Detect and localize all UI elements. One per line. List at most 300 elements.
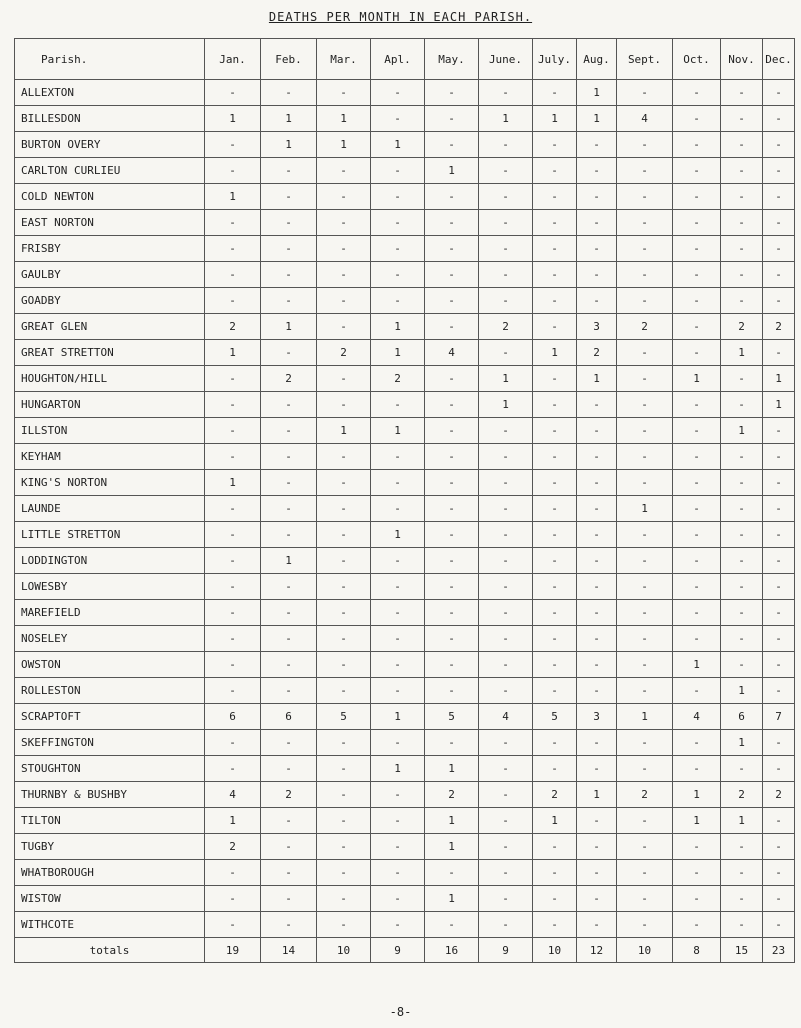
death-count-cell: - (577, 158, 617, 184)
death-count-cell: 1 (721, 808, 763, 834)
death-count-cell: - (673, 574, 721, 600)
parish-name: KING'S NORTON (15, 470, 205, 496)
death-count-cell: - (577, 132, 617, 158)
death-count-cell: - (317, 756, 371, 782)
death-count-cell: 1 (205, 106, 261, 132)
death-count-cell: 1 (261, 548, 317, 574)
death-count-cell: 2 (317, 340, 371, 366)
death-count-cell: - (317, 288, 371, 314)
death-count-cell: 1 (425, 886, 479, 912)
death-count-cell: - (617, 132, 673, 158)
death-count-cell: - (425, 210, 479, 236)
death-count-cell: - (533, 626, 577, 652)
total-count-cell: 9 (371, 938, 425, 963)
table-row (15, 860, 795, 886)
death-count-cell: 1 (371, 132, 425, 158)
page-number: -8- (389, 1005, 412, 1019)
death-count-cell: - (533, 730, 577, 756)
death-count-cell: - (479, 756, 533, 782)
death-count-cell: - (617, 470, 673, 496)
parish-name: TUGBY (15, 834, 205, 860)
parish-name: THURNBY & BUSHBY (15, 782, 205, 808)
death-count-cell: - (479, 600, 533, 626)
death-count-cell: - (763, 184, 795, 210)
death-count-cell: 1 (577, 366, 617, 392)
death-count-cell: - (261, 574, 317, 600)
death-count-cell: - (205, 444, 261, 470)
death-count-cell: - (577, 756, 617, 782)
death-count-cell: - (371, 626, 425, 652)
death-count-cell: - (673, 626, 721, 652)
parish-name: OWSTON (15, 652, 205, 678)
death-count-cell: - (617, 210, 673, 236)
death-count-cell: 1 (479, 106, 533, 132)
death-count-cell: - (721, 860, 763, 886)
death-count-cell: - (425, 184, 479, 210)
death-count-cell: - (205, 418, 261, 444)
table-row (15, 756, 795, 782)
death-count-cell: - (673, 470, 721, 496)
death-count-cell: - (577, 652, 617, 678)
death-count-cell: - (673, 730, 721, 756)
parish-name: GAULBY (15, 262, 205, 288)
death-count-cell: 1 (673, 652, 721, 678)
total-count-cell: 12 (577, 938, 617, 963)
death-count-cell: - (479, 834, 533, 860)
parish-name: SKEFFINGTON (15, 730, 205, 756)
death-count-cell: - (479, 418, 533, 444)
death-count-cell: - (721, 262, 763, 288)
table-row (15, 678, 795, 704)
death-count-cell: - (721, 184, 763, 210)
death-count-cell: 6 (261, 704, 317, 730)
death-count-cell: - (317, 808, 371, 834)
death-count-cell: - (721, 80, 763, 106)
death-count-cell: - (763, 418, 795, 444)
death-count-cell: - (673, 236, 721, 262)
death-count-cell: - (317, 886, 371, 912)
death-count-cell: - (533, 314, 577, 340)
death-count-cell: - (317, 262, 371, 288)
death-count-cell: 1 (479, 392, 533, 418)
death-count-cell: - (763, 860, 795, 886)
death-count-cell: - (371, 652, 425, 678)
death-count-cell: - (261, 652, 317, 678)
death-count-cell: - (261, 158, 317, 184)
death-count-cell: - (425, 418, 479, 444)
total-count-cell: 16 (425, 938, 479, 963)
death-count-cell: 2 (533, 782, 577, 808)
death-count-cell: - (763, 756, 795, 782)
parish-name: WITHCOTE (15, 912, 205, 938)
death-count-cell: - (577, 912, 617, 938)
death-count-cell: - (763, 132, 795, 158)
death-count-cell: - (763, 574, 795, 600)
death-count-cell: 5 (533, 704, 577, 730)
death-count-cell: - (673, 210, 721, 236)
death-count-cell: - (205, 80, 261, 106)
death-count-cell: - (533, 158, 577, 184)
death-count-cell: - (577, 626, 617, 652)
death-count-cell: - (533, 756, 577, 782)
death-count-cell: - (317, 158, 371, 184)
table-row (15, 574, 795, 600)
table-row (15, 262, 795, 288)
death-count-cell: 1 (721, 730, 763, 756)
death-count-cell: - (577, 522, 617, 548)
death-count-cell: - (721, 626, 763, 652)
table-row (15, 652, 795, 678)
death-count-cell: - (673, 834, 721, 860)
death-count-cell: - (425, 496, 479, 522)
death-count-cell: - (205, 600, 261, 626)
parish-name: FRISBY (15, 236, 205, 262)
death-count-cell: - (533, 470, 577, 496)
death-count-cell: - (617, 912, 673, 938)
death-count-cell: 4 (425, 340, 479, 366)
death-count-cell: - (205, 158, 261, 184)
death-count-cell: 1 (261, 132, 317, 158)
death-count-cell: - (205, 548, 261, 574)
death-count-cell: - (261, 678, 317, 704)
parish-name: GREAT GLEN (15, 314, 205, 340)
table-row (15, 210, 795, 236)
death-count-cell: - (617, 860, 673, 886)
death-count-cell: 1 (317, 418, 371, 444)
death-count-cell: 2 (763, 782, 795, 808)
death-count-cell: - (533, 652, 577, 678)
total-count-cell: 10 (617, 938, 673, 963)
totals-label: totals (15, 938, 205, 963)
death-count-cell: - (721, 652, 763, 678)
death-count-cell: - (617, 574, 673, 600)
death-count-cell: 1 (763, 366, 795, 392)
death-count-cell: - (205, 574, 261, 600)
death-count-cell: - (425, 626, 479, 652)
death-count-cell: 2 (425, 782, 479, 808)
death-count-cell: - (371, 106, 425, 132)
column-header-month: Sept. (617, 39, 673, 80)
death-count-cell: - (479, 860, 533, 886)
death-count-cell: 1 (317, 132, 371, 158)
death-count-cell: - (205, 756, 261, 782)
death-count-cell: - (479, 652, 533, 678)
parish-name: LAUNDE (15, 496, 205, 522)
death-count-cell: - (533, 678, 577, 704)
death-count-cell: - (617, 444, 673, 470)
death-count-cell: - (763, 522, 795, 548)
death-count-cell: - (673, 340, 721, 366)
table-row (15, 132, 795, 158)
death-count-cell: - (673, 886, 721, 912)
death-count-cell: - (425, 912, 479, 938)
death-count-cell: - (721, 496, 763, 522)
death-count-cell: - (317, 236, 371, 262)
death-count-cell: - (479, 132, 533, 158)
death-count-cell: - (673, 314, 721, 340)
death-count-cell: - (673, 756, 721, 782)
total-count-cell: 9 (479, 938, 533, 963)
death-count-cell: - (425, 262, 479, 288)
death-count-cell: - (261, 418, 317, 444)
death-count-cell: - (533, 496, 577, 522)
death-count-cell: - (617, 366, 673, 392)
death-count-cell: 1 (533, 808, 577, 834)
death-count-cell: 1 (721, 340, 763, 366)
death-count-cell: - (317, 912, 371, 938)
column-header-month: Apl. (371, 39, 425, 80)
death-count-cell: - (721, 106, 763, 132)
death-count-cell: - (577, 236, 617, 262)
death-count-cell: - (371, 392, 425, 418)
death-count-cell: - (617, 392, 673, 418)
death-count-cell: - (261, 730, 317, 756)
parish-name: MAREFIELD (15, 600, 205, 626)
page-heading: DEATHS PER MONTH IN EACH PARISH. (268, 10, 533, 24)
death-count-cell: - (617, 678, 673, 704)
death-count-cell: - (425, 522, 479, 548)
death-count-cell: 1 (205, 470, 261, 496)
death-count-cell: - (763, 158, 795, 184)
death-count-cell: - (205, 366, 261, 392)
death-count-cell: - (721, 522, 763, 548)
death-count-cell: 1 (205, 184, 261, 210)
death-count-cell: - (533, 912, 577, 938)
parish-name: GOADBY (15, 288, 205, 314)
death-count-cell: 1 (425, 158, 479, 184)
death-count-cell: - (479, 886, 533, 912)
death-count-cell: - (205, 210, 261, 236)
death-count-cell: - (721, 600, 763, 626)
death-count-cell: - (617, 834, 673, 860)
death-count-cell: - (371, 886, 425, 912)
death-count-cell: 2 (721, 782, 763, 808)
death-count-cell: - (763, 730, 795, 756)
death-count-cell: - (261, 262, 317, 288)
death-count-cell: - (673, 548, 721, 574)
death-count-cell: - (577, 808, 617, 834)
death-count-cell: 2 (205, 834, 261, 860)
death-count-cell: 1 (721, 678, 763, 704)
death-count-cell: - (425, 132, 479, 158)
death-count-cell: - (763, 886, 795, 912)
death-count-cell: - (479, 470, 533, 496)
death-count-cell: - (371, 80, 425, 106)
death-count-cell: - (721, 444, 763, 470)
death-count-cell: - (371, 288, 425, 314)
parish-name: ALLEXTON (15, 80, 205, 106)
death-count-cell: - (617, 418, 673, 444)
death-count-cell: - (763, 678, 795, 704)
death-count-cell: - (261, 184, 317, 210)
death-count-cell: - (763, 600, 795, 626)
column-header-month: Dec. (763, 39, 795, 80)
death-count-cell: - (673, 184, 721, 210)
parish-name: HOUGHTON/HILL (15, 366, 205, 392)
death-count-cell: - (205, 522, 261, 548)
death-count-cell: 1 (479, 366, 533, 392)
total-count-cell: 10 (317, 938, 371, 963)
death-count-cell: - (317, 80, 371, 106)
death-count-cell: - (205, 496, 261, 522)
death-count-cell: - (425, 860, 479, 886)
death-count-cell: - (533, 574, 577, 600)
death-count-cell: - (673, 522, 721, 548)
death-count-cell: - (371, 678, 425, 704)
total-count-cell: 15 (721, 938, 763, 963)
death-count-cell: - (533, 132, 577, 158)
death-count-cell: - (673, 158, 721, 184)
death-count-cell: - (617, 652, 673, 678)
death-count-cell: 1 (425, 756, 479, 782)
parish-name: HUNGARTON (15, 392, 205, 418)
death-count-cell: - (721, 288, 763, 314)
death-count-cell: - (763, 626, 795, 652)
parish-name: WHATBOROUGH (15, 860, 205, 886)
death-count-cell: - (371, 444, 425, 470)
death-count-cell: - (479, 574, 533, 600)
death-count-cell: - (533, 886, 577, 912)
death-count-cell: - (317, 444, 371, 470)
total-count-cell: 23 (763, 938, 795, 963)
parish-name: GREAT STRETTON (15, 340, 205, 366)
death-count-cell: 1 (425, 834, 479, 860)
death-count-cell: 1 (763, 392, 795, 418)
death-count-cell: 1 (371, 522, 425, 548)
table-body (15, 80, 795, 938)
table-row (15, 496, 795, 522)
death-count-cell: - (721, 392, 763, 418)
death-count-cell: - (205, 860, 261, 886)
table-row (15, 548, 795, 574)
death-count-cell: 1 (261, 314, 317, 340)
column-header-month: Mar. (317, 39, 371, 80)
death-count-cell: 1 (577, 782, 617, 808)
total-count-cell: 8 (673, 938, 721, 963)
death-count-cell: - (371, 834, 425, 860)
death-count-cell: - (261, 444, 317, 470)
death-count-cell: - (533, 392, 577, 418)
death-count-cell: - (371, 782, 425, 808)
death-count-cell: - (673, 262, 721, 288)
death-count-cell: - (479, 548, 533, 574)
death-count-cell: - (721, 366, 763, 392)
death-count-cell: - (763, 834, 795, 860)
death-count-cell: - (371, 548, 425, 574)
death-count-cell: - (577, 392, 617, 418)
death-count-cell: - (673, 392, 721, 418)
column-header-month: June. (479, 39, 533, 80)
death-count-cell: - (763, 496, 795, 522)
total-count-cell: 10 (533, 938, 577, 963)
death-count-cell: 6 (205, 704, 261, 730)
death-count-cell: - (425, 730, 479, 756)
death-count-cell: - (577, 834, 617, 860)
death-count-cell: 2 (617, 314, 673, 340)
death-count-cell: 2 (261, 782, 317, 808)
death-count-cell: - (721, 574, 763, 600)
parish-name: ILLSTON (15, 418, 205, 444)
death-count-cell: - (673, 860, 721, 886)
death-count-cell: 1 (673, 366, 721, 392)
parish-name: ROLLESTON (15, 678, 205, 704)
table-row (15, 730, 795, 756)
parish-name: SCRAPTOFT (15, 704, 205, 730)
death-count-cell: - (617, 236, 673, 262)
death-count-cell: - (577, 730, 617, 756)
table-row (15, 912, 795, 938)
death-count-cell: - (763, 106, 795, 132)
death-count-cell: 2 (205, 314, 261, 340)
death-count-cell: - (763, 444, 795, 470)
death-count-cell: - (479, 444, 533, 470)
death-count-cell: - (617, 288, 673, 314)
death-count-cell: - (261, 80, 317, 106)
death-count-cell: - (533, 600, 577, 626)
column-header-month: Jan. (205, 39, 261, 80)
death-count-cell: - (617, 730, 673, 756)
death-count-cell: - (673, 288, 721, 314)
death-count-cell: - (617, 548, 673, 574)
death-count-cell: - (577, 678, 617, 704)
death-count-cell: - (479, 210, 533, 236)
death-count-cell: - (205, 912, 261, 938)
death-count-cell: 5 (317, 704, 371, 730)
death-count-cell: - (479, 262, 533, 288)
death-count-cell: - (533, 288, 577, 314)
death-count-cell: 1 (371, 756, 425, 782)
death-count-cell: - (371, 236, 425, 262)
totals-row (15, 938, 795, 963)
death-count-cell: - (673, 80, 721, 106)
table-row (15, 80, 795, 106)
death-count-cell: - (205, 678, 261, 704)
death-count-cell: - (261, 808, 317, 834)
death-count-cell: - (673, 106, 721, 132)
column-header-month: Feb. (261, 39, 317, 80)
death-count-cell: - (673, 600, 721, 626)
death-count-cell: - (673, 444, 721, 470)
death-count-cell: 1 (371, 418, 425, 444)
death-count-cell: - (425, 444, 479, 470)
death-count-cell: - (205, 886, 261, 912)
death-count-cell: - (533, 418, 577, 444)
death-count-cell: 4 (617, 106, 673, 132)
death-count-cell: - (261, 756, 317, 782)
death-count-cell: - (371, 860, 425, 886)
parish-name: LODDINGTON (15, 548, 205, 574)
death-count-cell: - (533, 262, 577, 288)
death-count-cell: - (721, 470, 763, 496)
death-count-cell: 1 (371, 704, 425, 730)
death-count-cell: 7 (763, 704, 795, 730)
death-count-cell: - (763, 236, 795, 262)
header-row (15, 39, 795, 80)
death-count-cell: - (371, 470, 425, 496)
death-count-cell: - (617, 756, 673, 782)
death-count-cell: 1 (425, 808, 479, 834)
table-row (15, 392, 795, 418)
death-count-cell: - (371, 262, 425, 288)
column-header-month: Nov. (721, 39, 763, 80)
death-count-cell: - (205, 236, 261, 262)
table-row (15, 470, 795, 496)
parish-name: CARLTON CURLIEU (15, 158, 205, 184)
table-row (15, 886, 795, 912)
death-count-cell: - (261, 834, 317, 860)
parish-name: BURTON OVERY (15, 132, 205, 158)
death-count-cell: 3 (577, 704, 617, 730)
